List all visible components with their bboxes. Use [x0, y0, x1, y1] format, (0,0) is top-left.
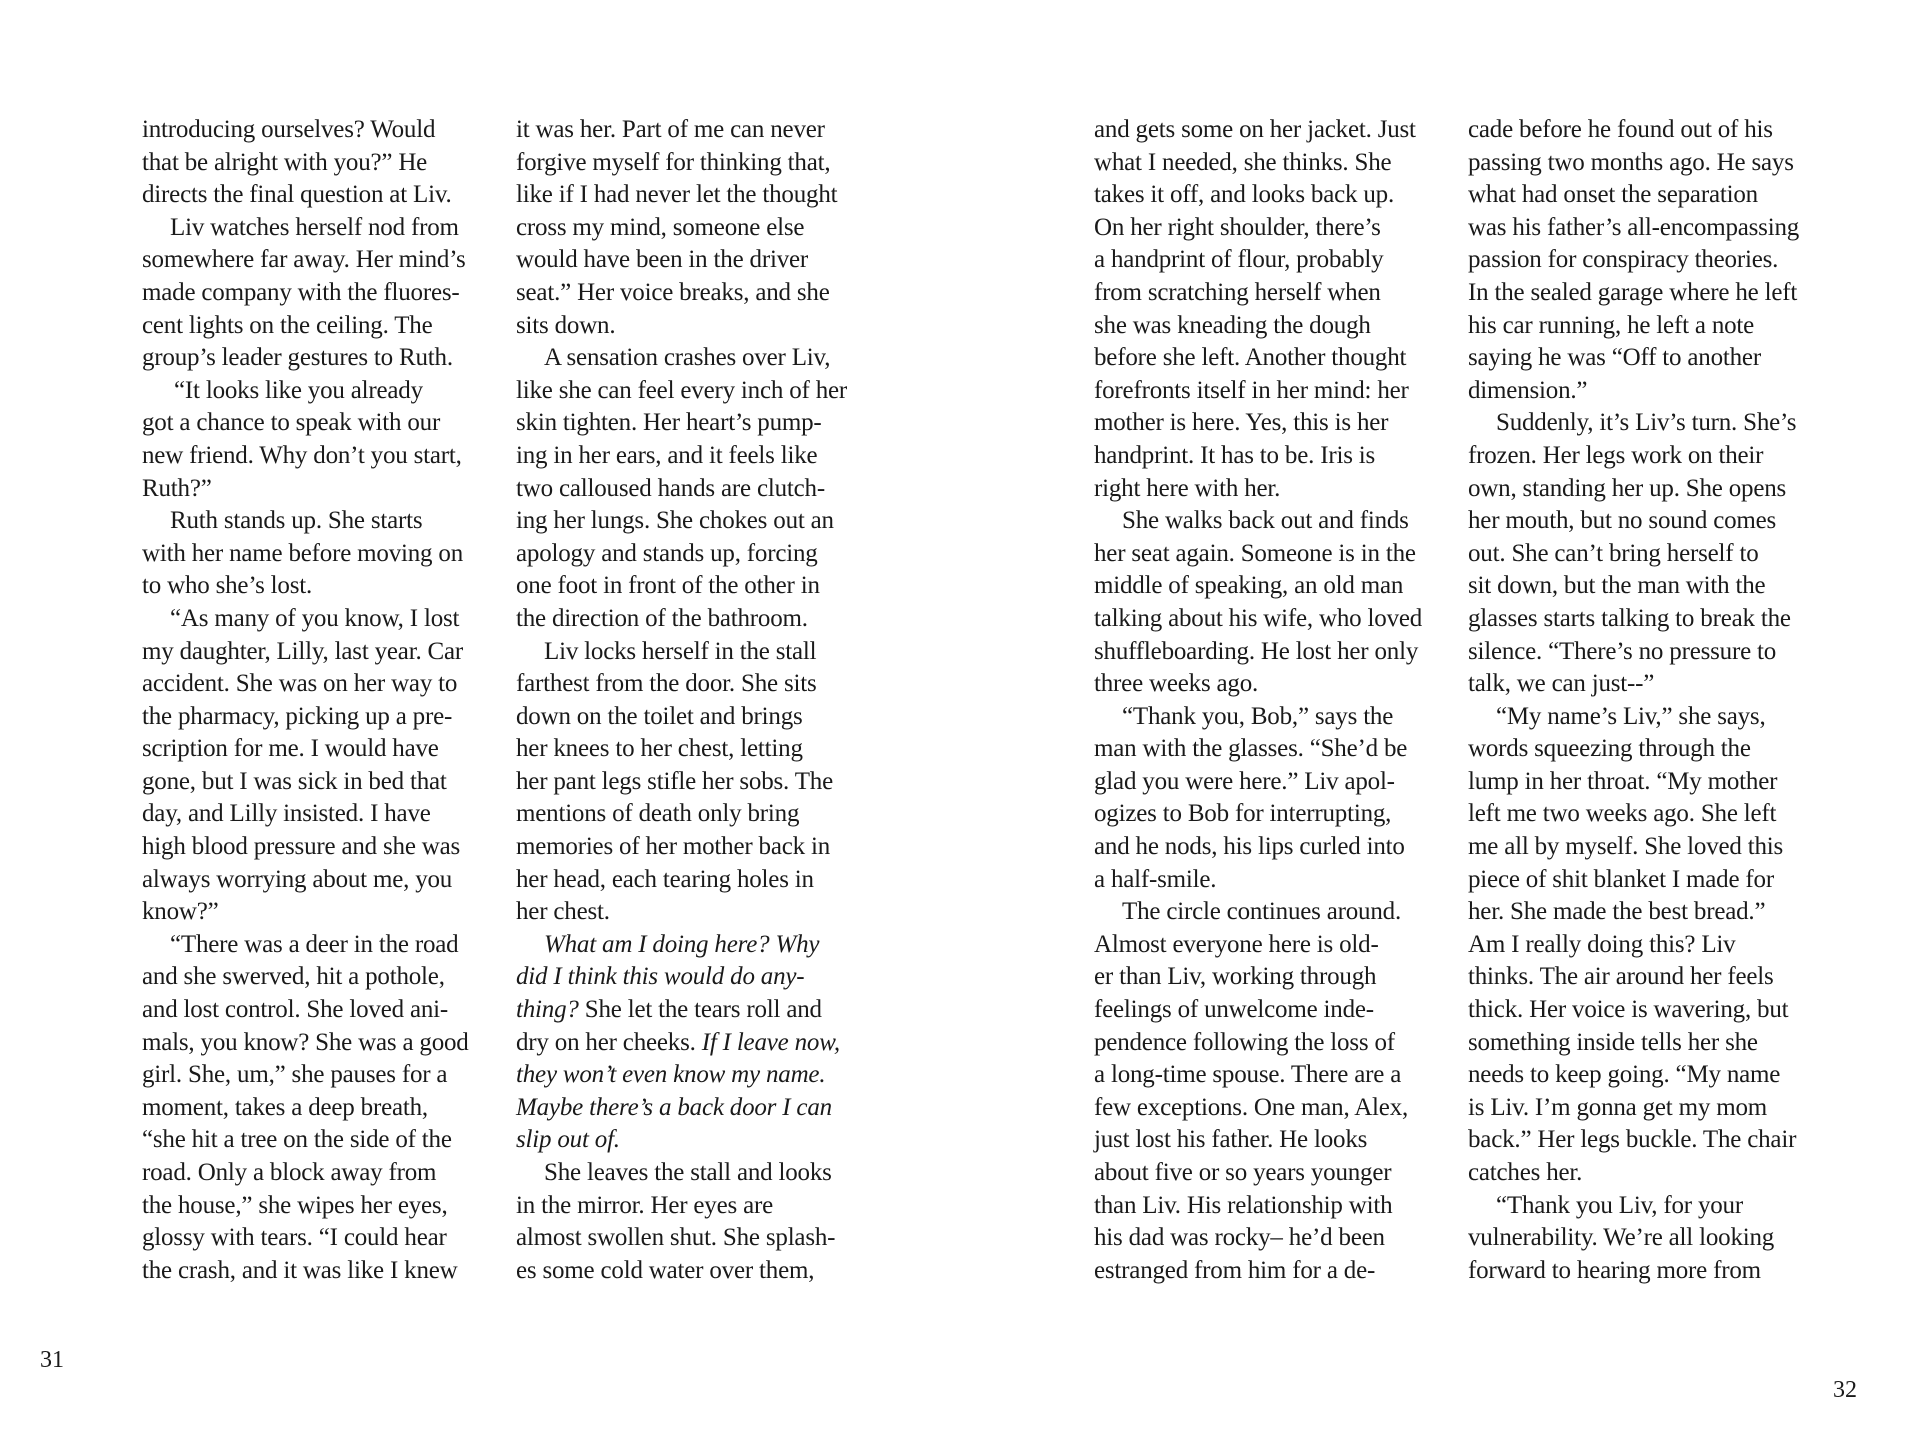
page-number: 31: [40, 1347, 64, 1373]
text-line: “My name’s Liv,” she says,: [1496, 702, 1766, 730]
italic-text-line: did I think this would do any-: [516, 963, 805, 991]
text-line: his car running, he left a note: [1468, 311, 1755, 339]
text-line: accident. She was on her way to: [142, 670, 458, 698]
text-line: right here with her.: [1094, 474, 1281, 502]
text-line: own, standing her up. She opens: [1468, 474, 1787, 502]
text-line: and she swerved, hit a pothole,: [142, 963, 445, 991]
text-line: her pant legs stifle her sobs. The: [516, 767, 833, 795]
text-line: left me two weeks ago. She left: [1468, 800, 1777, 828]
text-line: the direction of the bathroom.: [516, 604, 808, 632]
text-line: would have been in the driver: [516, 246, 809, 274]
text-line: ogizes to Bob for interrupting,: [1094, 800, 1392, 828]
text-line: day, and Lilly insisted. I have: [142, 800, 431, 828]
text-line: just lost his father. He looks: [1094, 1126, 1368, 1154]
text-line: a handprint of flour, probably: [1094, 246, 1384, 274]
text-line: farthest from the door. She sits: [516, 670, 817, 698]
text-line: my daughter, Lilly, last year. Car: [142, 637, 464, 665]
text-column-1: [142, 114, 492, 1287]
text-line: apology and stands up, forcing: [516, 539, 818, 567]
text-line: road. Only a block away from: [142, 1159, 437, 1186]
text-line: group’s leader gestures to Ruth.: [142, 344, 453, 372]
text-line: she was kneading the dough: [1094, 311, 1371, 339]
italic-text-line: slip out of.: [516, 1126, 620, 1154]
text-line: estranged from him for a de-: [1094, 1256, 1376, 1284]
text-line: “There was a deer in the road: [170, 930, 459, 958]
text-line: Suddenly, it’s Liv’s turn. She’s: [1496, 409, 1797, 437]
text-line: silence. “There’s no pressure to: [1468, 637, 1777, 665]
text-line: his dad was rocky– he’d been: [1094, 1224, 1385, 1252]
text-line: a half-smile.: [1094, 865, 1217, 893]
text-line: forefronts itself in her mind: her: [1094, 376, 1409, 404]
text-line: takes it off, and looks back up.: [1094, 181, 1395, 209]
text-line: always worrying about me, you: [142, 865, 453, 893]
text-line: it was her. Part of me can never: [516, 116, 825, 143]
text-line: The circle continues around.: [1122, 898, 1402, 926]
text-line: handprint. It has to be. Iris is: [1094, 441, 1376, 469]
text-line: In the sealed garage where he left: [1468, 278, 1798, 306]
text-line: from scratching herself when: [1094, 278, 1381, 306]
text-line: her. She made the best bread.”: [1468, 898, 1766, 926]
text-line: is Liv. I’m gonna get my mom: [1468, 1093, 1767, 1121]
text-line: high blood pressure and she was: [142, 833, 461, 861]
text-line: me all by myself. She loved this: [1468, 833, 1784, 861]
italic-text-line: they won’t even know my name.: [516, 1061, 826, 1089]
text-fragment: dry on her cheeks.: [516, 1028, 702, 1056]
text-line: feelings of unwelcome inde-: [1094, 996, 1374, 1024]
text-line: her knees to her chest, letting: [516, 735, 803, 763]
text-line: frozen. Her legs work on their: [1468, 441, 1764, 469]
text-line: like if I had never let the thought: [516, 181, 838, 209]
text-line: cross my mind, someone else: [516, 213, 805, 241]
text-line: On her right shoulder, there’s: [1094, 213, 1381, 241]
text-line: She walks back out and finds: [1122, 507, 1409, 535]
text-line: man with the glasses. “She’d be: [1094, 735, 1408, 763]
text-line: introducing ourselves? Would: [142, 116, 436, 143]
text-line: with her name before moving on: [142, 539, 463, 567]
text-line: somewhere far away. Her mind’s: [142, 246, 466, 274]
text-line: than Liv. His relationship with: [1094, 1191, 1393, 1219]
text-line: es some cold water over them,: [516, 1256, 815, 1284]
text-line: “As many of you know, I lost: [170, 604, 460, 632]
text-line: “Thank you, Bob,” says the: [1122, 702, 1394, 730]
text-line: She leaves the stall and looks: [544, 1159, 832, 1186]
text-line: and he nods, his lips curled into: [1094, 833, 1405, 861]
text-line: before she left. Another thought: [1094, 344, 1407, 372]
text-line: three weeks ago.: [1094, 670, 1259, 698]
text-line: was his father’s all-encompassing: [1468, 213, 1800, 241]
text-line: mals, you know? She was a good: [142, 1028, 469, 1056]
text-column-4: [1468, 114, 1818, 1287]
text-line: cent lights on the ceiling. The: [142, 311, 433, 339]
text-line: and lost control. She loved ani-: [142, 996, 449, 1024]
text-line: talking about his wife, who loved: [1094, 604, 1423, 632]
text-line: passion for conspiracy theories.: [1468, 246, 1779, 274]
text-line: what had onset the separation: [1468, 181, 1758, 209]
text-line: saying he was “Off to another: [1468, 344, 1761, 372]
text-line: sit down, but the man with the: [1468, 572, 1766, 600]
text-column-3: [1094, 114, 1444, 1287]
text-line: Ruth?”: [142, 474, 212, 502]
text-line: thinks. The air around her feels: [1468, 963, 1774, 991]
text-line: few exceptions. One man, Alex,: [1094, 1093, 1409, 1121]
text-line: glasses starts talking to break the: [1468, 604, 1791, 632]
text-line: know?”: [142, 898, 219, 926]
text-line: to who she’s lost.: [142, 572, 313, 600]
text-line: Liv watches herself nod from: [170, 213, 459, 241]
text-line: passing two months ago. He says: [1468, 148, 1794, 176]
text-line: seat.” Her voice breaks, and she: [516, 278, 830, 306]
text-line: girl. She, um,” she pauses for a: [142, 1061, 448, 1089]
text-line: got a chance to speak with our: [142, 409, 441, 437]
text-line: “she hit a tree on the side of the: [142, 1126, 452, 1154]
mixed-text-line: [516, 994, 866, 1027]
page-32: [960, 0, 1920, 1440]
text-line: er than Liv, working through: [1094, 963, 1377, 991]
text-line: the house,” she wipes her eyes,: [142, 1191, 448, 1219]
text-line: cade before he found out of his: [1468, 116, 1773, 143]
text-line: piece of shit blanket I made for: [1468, 865, 1774, 893]
text-line: “It looks like you already: [174, 376, 423, 404]
text-line: in the mirror. Her eyes are: [516, 1191, 773, 1219]
italic-fragment: thing?: [516, 996, 579, 1024]
text-line: mother is here. Yes, this is her: [1094, 409, 1389, 437]
text-line: shuffleboarding. He lost her only: [1094, 637, 1419, 665]
text-line: middle of speaking, an old man: [1094, 572, 1404, 600]
text-line: her head, each tearing holes in: [516, 865, 814, 893]
text-line: mentions of death only bring: [516, 800, 800, 828]
text-line: catches her.: [1468, 1159, 1583, 1186]
italic-text-line: What am I doing here? Why: [544, 930, 820, 958]
text-line: about five or so years younger: [1094, 1159, 1392, 1186]
italic-text-line: Maybe there’s a back door I can: [516, 1093, 832, 1121]
text-line: ing her lungs. She chokes out an: [516, 507, 834, 535]
text-line: thick. Her voice is wavering, but: [1468, 996, 1789, 1024]
text-line: glad you were here.” Liv apol-: [1094, 767, 1395, 795]
text-line: memories of her mother back in: [516, 833, 831, 861]
text-column-2: [516, 114, 866, 1287]
text-line: the pharmacy, picking up a pre-: [142, 702, 453, 730]
text-line: glossy with tears. “I could hear: [142, 1224, 447, 1252]
text-line: moment, takes a deep breath,: [142, 1093, 428, 1121]
text-line: back.” Her legs buckle. The chair: [1468, 1126, 1797, 1154]
text-line: Ruth stands up. She starts: [170, 507, 423, 535]
text-line: Liv locks herself in the stall: [544, 637, 817, 665]
text-line: that be alright with you?” He: [142, 148, 428, 176]
text-line: made company with the fluores-: [142, 278, 460, 306]
text-line: like she can feel every inch of her: [516, 376, 848, 404]
text-line: her mouth, but no sound comes: [1468, 507, 1777, 535]
text-line: skin tighten. Her heart’s pump-: [516, 409, 822, 437]
text-line: pendence following the loss of: [1094, 1028, 1395, 1056]
text-line: a long-time spouse. There are a: [1094, 1061, 1402, 1089]
text-line: lump in her throat. “My mother: [1468, 767, 1778, 795]
text-line: new friend. Why don’t you start,: [142, 441, 462, 469]
text-line: talk, we can just--”: [1468, 670, 1655, 698]
text-line: sits down.: [516, 311, 616, 339]
text-line: what I needed, she thinks. She: [1094, 148, 1392, 176]
text-line: her chest.: [516, 898, 610, 926]
text-line: two calloused hands are clutch-: [516, 474, 825, 502]
italic-fragment: If I leave now,: [701, 1028, 840, 1056]
text-line: something inside tells her she: [1468, 1028, 1758, 1056]
text-line: ing in her ears, and it feels like: [516, 441, 818, 469]
text-line: Almost everyone here is old-: [1094, 930, 1379, 958]
text-line: forward to hearing more from: [1468, 1256, 1761, 1284]
text-line: Am I really doing this? Liv: [1468, 930, 1736, 958]
text-line: out. She can’t bring herself to: [1468, 539, 1759, 567]
text-line: almost swollen shut. She splash-: [516, 1224, 836, 1252]
text-line: gone, but I was sick in bed that: [142, 767, 447, 795]
text-line: dimension.”: [1468, 376, 1588, 404]
text-line: scription for me. I would have: [142, 735, 439, 763]
page-number: 32: [1833, 1377, 1857, 1403]
text-line: her seat again. Someone is in the: [1094, 539, 1416, 567]
text-fragment: She let the tears roll and: [578, 996, 822, 1024]
text-line: needs to keep going. “My name: [1468, 1061, 1781, 1089]
text-line: the crash, and it was like I knew: [142, 1256, 458, 1284]
text-line: directs the final question at Liv.: [142, 181, 452, 209]
text-line: and gets some on her jacket. Just: [1094, 116, 1416, 143]
text-line: “Thank you Liv, for your: [1496, 1191, 1743, 1219]
text-line: words squeezing through the: [1468, 735, 1751, 763]
text-line: one foot in front of the other in: [516, 572, 820, 600]
text-line: forgive myself for thinking that,: [516, 148, 831, 176]
text-line: A sensation crashes over Liv,: [544, 344, 831, 372]
text-line: down on the toilet and brings: [516, 702, 803, 730]
mixed-text-line: [516, 1027, 866, 1060]
text-line: vulnerability. We’re all looking: [1468, 1224, 1775, 1252]
